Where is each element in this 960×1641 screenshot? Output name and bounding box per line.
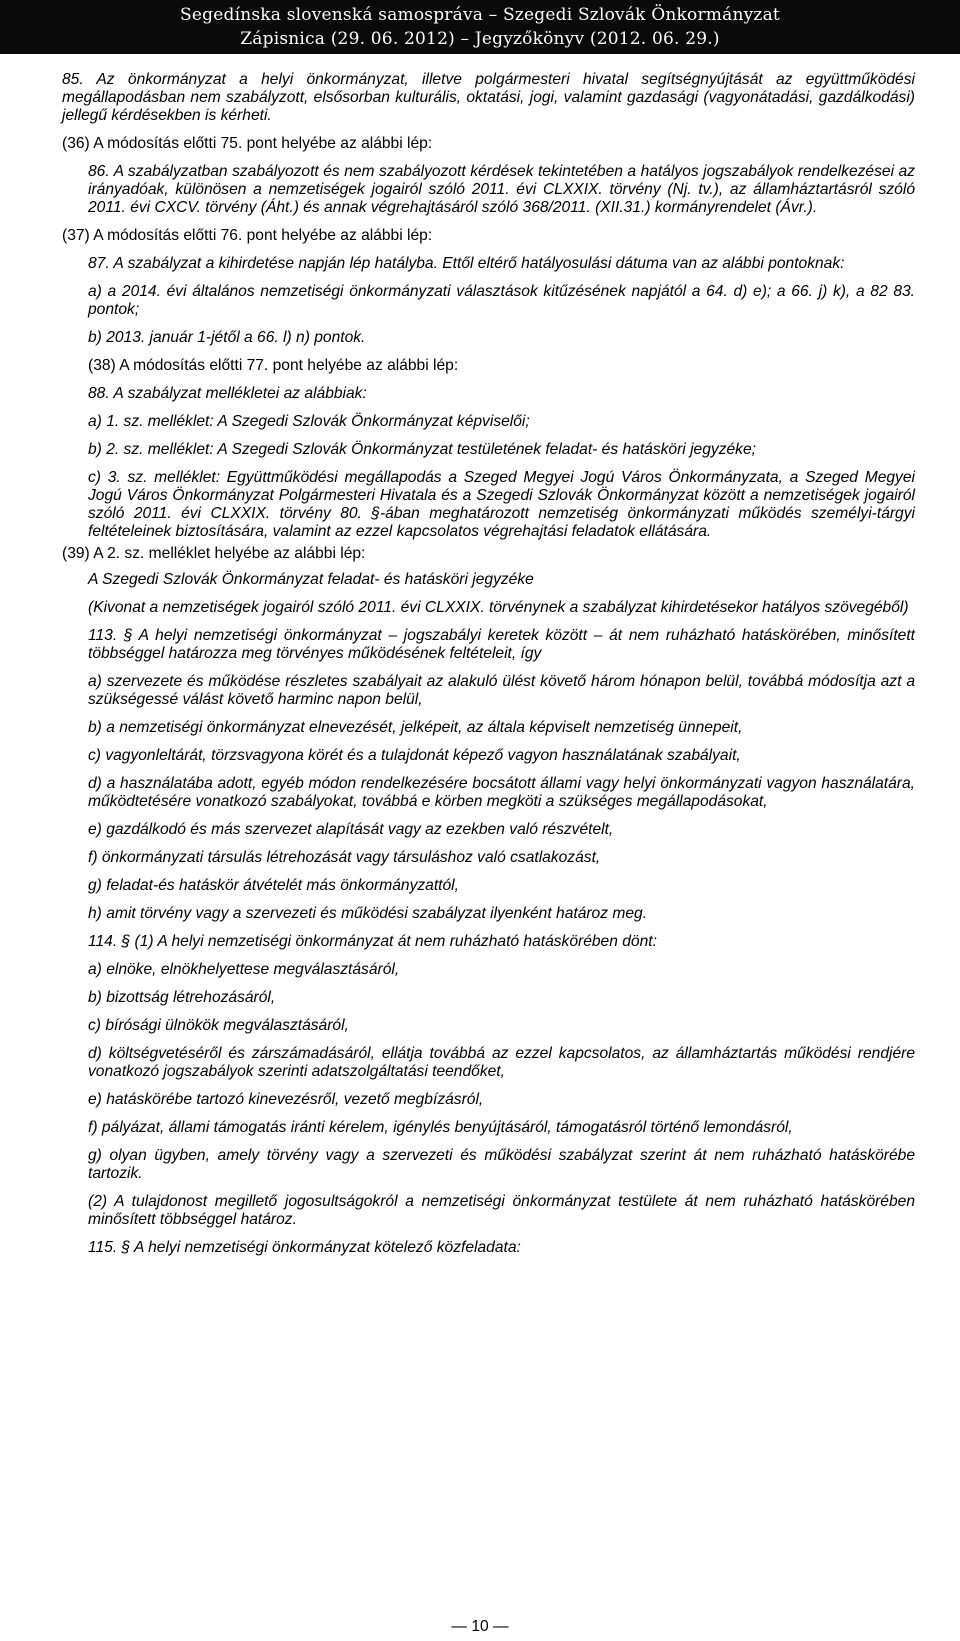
section-113-b: b) a nemzetiségi önkormányzat elnevezését, jelképeit, az általa képviselt nemzetiség ünnepeit,: [88, 719, 743, 736]
section-113-g: g) feladat-és hatáskör átvételét más önkormányzattól,: [88, 877, 459, 894]
paragraph-87-b: b) 2013. január 1-jétől a 66. l) n) pontok.: [88, 329, 366, 346]
paragraph-87-a: a) a 2014. évi általános nemzetiségi önkormányzati választások kitűzésének napjától a 64. d) e); a 66. j) k), a 82 83. pontok;: [88, 283, 915, 318]
paragraph-88: 88. A szabályzat mellékletei az alábbiak:: [88, 385, 367, 402]
amendment-39: (39) A 2. sz. melléklet helyébe az alábbi lép:: [62, 545, 366, 562]
section-113-c: c) vagyonleltárát, törzsvagyona körét és a tulajdonát képező vagyon használatának szabályait,: [88, 747, 741, 764]
annex-1: a) 1. sz. melléklet: A Szegedi Szlovák Önkormányzat képviselői;: [88, 413, 530, 430]
paragraph-87: 87. A szabályzat a kihirdetése napján lép hatályba. Ettől eltérő hatályosulási dátuma van az alábbi pontoknak:: [88, 255, 845, 272]
annex-subtitle: (Kivonat a nemzetiségek jogairól szóló 2011. évi CLXXIX. törvénynek a szabályzat kihirdetésekor hatályos szövegéből): [88, 599, 909, 616]
section-114-a: a) elnöke, elnökhelyettese megválasztásáról,: [88, 961, 400, 978]
section-114-g: g) olyan ügyben, amely törvény vagy a szervezeti és működési szabályzat szerint át nem ruházható hatáskörébe tartozik.: [88, 1147, 915, 1182]
annex-2: b) 2. sz. melléklet: A Szegedi Szlovák Önkormányzat testületének feladat- és hatásköri jegyzéke;: [88, 441, 756, 458]
amendment-36: (36) A módosítás előtti 75. pont helyébe az alábbi lép:: [62, 135, 433, 152]
section-114-f: f) pályázat, állami támogatás iránti kérelem, igénylés benyújtásáról, támogatásról történő lemondásról,: [88, 1119, 793, 1136]
annex-3: c) 3. sz. melléklet: Együttműködési megállapodás a Szeged Megyei Jogú Város Önkormányzata, a Szeged Megyei Jogú Város Önkormányzat Polgármesteri Hivatala és a Szegedi Szlovák Önkormányzat között a nemzetiségek jogairól szóló 2011. évi CLXXIX. törvény 80. §-ában meghatározott nemzetiség önkormányzati működés személyi-tárgyi feltételeinek biztosítására, valamint az ezzel kapcsolatos végrehajtási feladatok ellátására.: [88, 469, 915, 540]
header-line-2: Zápisnica (29. 06. 2012) – Jegyzőkönyv (2012. 06. 29.): [240, 29, 720, 49]
section-113-e: e) gazdálkodó és más szervezet alapítását vagy az ezekben való részvételt,: [88, 821, 614, 838]
paragraph-86: 86. A szabályzatban szabályozott és nem szabályozott kérdések tekintetében a hatályos jogszabályok rendelkezései az irányadóak, különösen a nemzetiségek jogairól szóló 2011. évi CLXXIX. törvény (Nj. tv.), az államháztartásról szóló 2011. évi CXCV. törvény (Áht.) és annak végrehajtásáról szóló 368/2011. (XII.31.) kormányrendelet (Ávr.).: [88, 163, 915, 216]
section-113-a: a) szervezete és működése részletes szabályait az alakuló ülést követő három hónapon belül, továbbá módosítja azt a szükségessé válást követő harminc napon belül,: [88, 673, 915, 708]
header-line-1: Segedínska slovenská samospráva – Szegedi Szlovák Önkormányzat: [180, 5, 780, 25]
section-114: 114. § (1) A helyi nemzetiségi önkormányzat át nem ruházható hatáskörében dönt:: [88, 933, 657, 950]
section-113-h: h) amit törvény vagy a szervezeti és működési szabályzat ilyenként határoz meg.: [88, 905, 648, 922]
section-114-c: c) bírósági ülnökök megválasztásáról,: [88, 1017, 349, 1034]
section-114-e: e) hatáskörébe tartozó kinevezésről, vezető megbízásról,: [88, 1091, 484, 1108]
document-body: [62, 71, 915, 1257]
section-114-b: b) bizottság létrehozásáról,: [88, 989, 276, 1006]
section-115: 115. § A helyi nemzetiségi önkormányzat kötelező közfeladata:: [88, 1239, 521, 1256]
annex-title: A Szegedi Szlovák Önkormányzat feladat- és hatásköri jegyzéke: [88, 571, 534, 588]
section-113: 113. § A helyi nemzetiségi önkormányzat – jogszabályi keretek között – át nem ruházható hatáskörében, minősített többséggel határozza meg törvényes működésének feltételeit, így: [88, 627, 915, 662]
amendment-38: (38) A módosítás előtti 77. pont helyébe az alábbi lép:: [88, 357, 459, 374]
section-113-f: f) önkormányzati társulás létrehozását vagy társuláshoz való csatlakozást,: [88, 849, 601, 866]
document-header: [0, 0, 960, 54]
section-114-2: (2) A tulajdonost megillető jogosultságokról a nemzetiségi önkormányzat testülete át nem ruházható hatáskörében minősített többséggel határoz.: [88, 1193, 915, 1228]
paragraph-85: 85. Az önkormányzat a helyi önkormányzat, illetve polgármesteri hivatal segítségnyújtását az együttműködési megállapodásban nem szabályzott, elsősorban kulturális, oktatási, jogi, valamint gazdasági (vagyonátadási, gazdálkodási) jellegű kérdésekben is kérheti.: [62, 71, 915, 124]
page-number: — 10 —: [451, 1618, 509, 1635]
section-113-d: d) a használatába adott, egyéb módon rendelkezésére bocsátott állami vagy helyi önkormányzati vagyon használatára, működtetésére vonatkozó szabályokat, továbbá e körben megköti a szükséges megállapodásokat,: [88, 775, 915, 810]
amendment-37: (37) A módosítás előtti 76. pont helyébe az alábbi lép:: [62, 227, 433, 244]
section-114-d: d) költségvetéséről és zárszámadásáról, ellátja továbbá az ezzel kapcsolatos, az államháztartás működési rendjére vonatkozó jogszabályok szerinti adatszolgáltatási teendőket,: [88, 1045, 915, 1080]
